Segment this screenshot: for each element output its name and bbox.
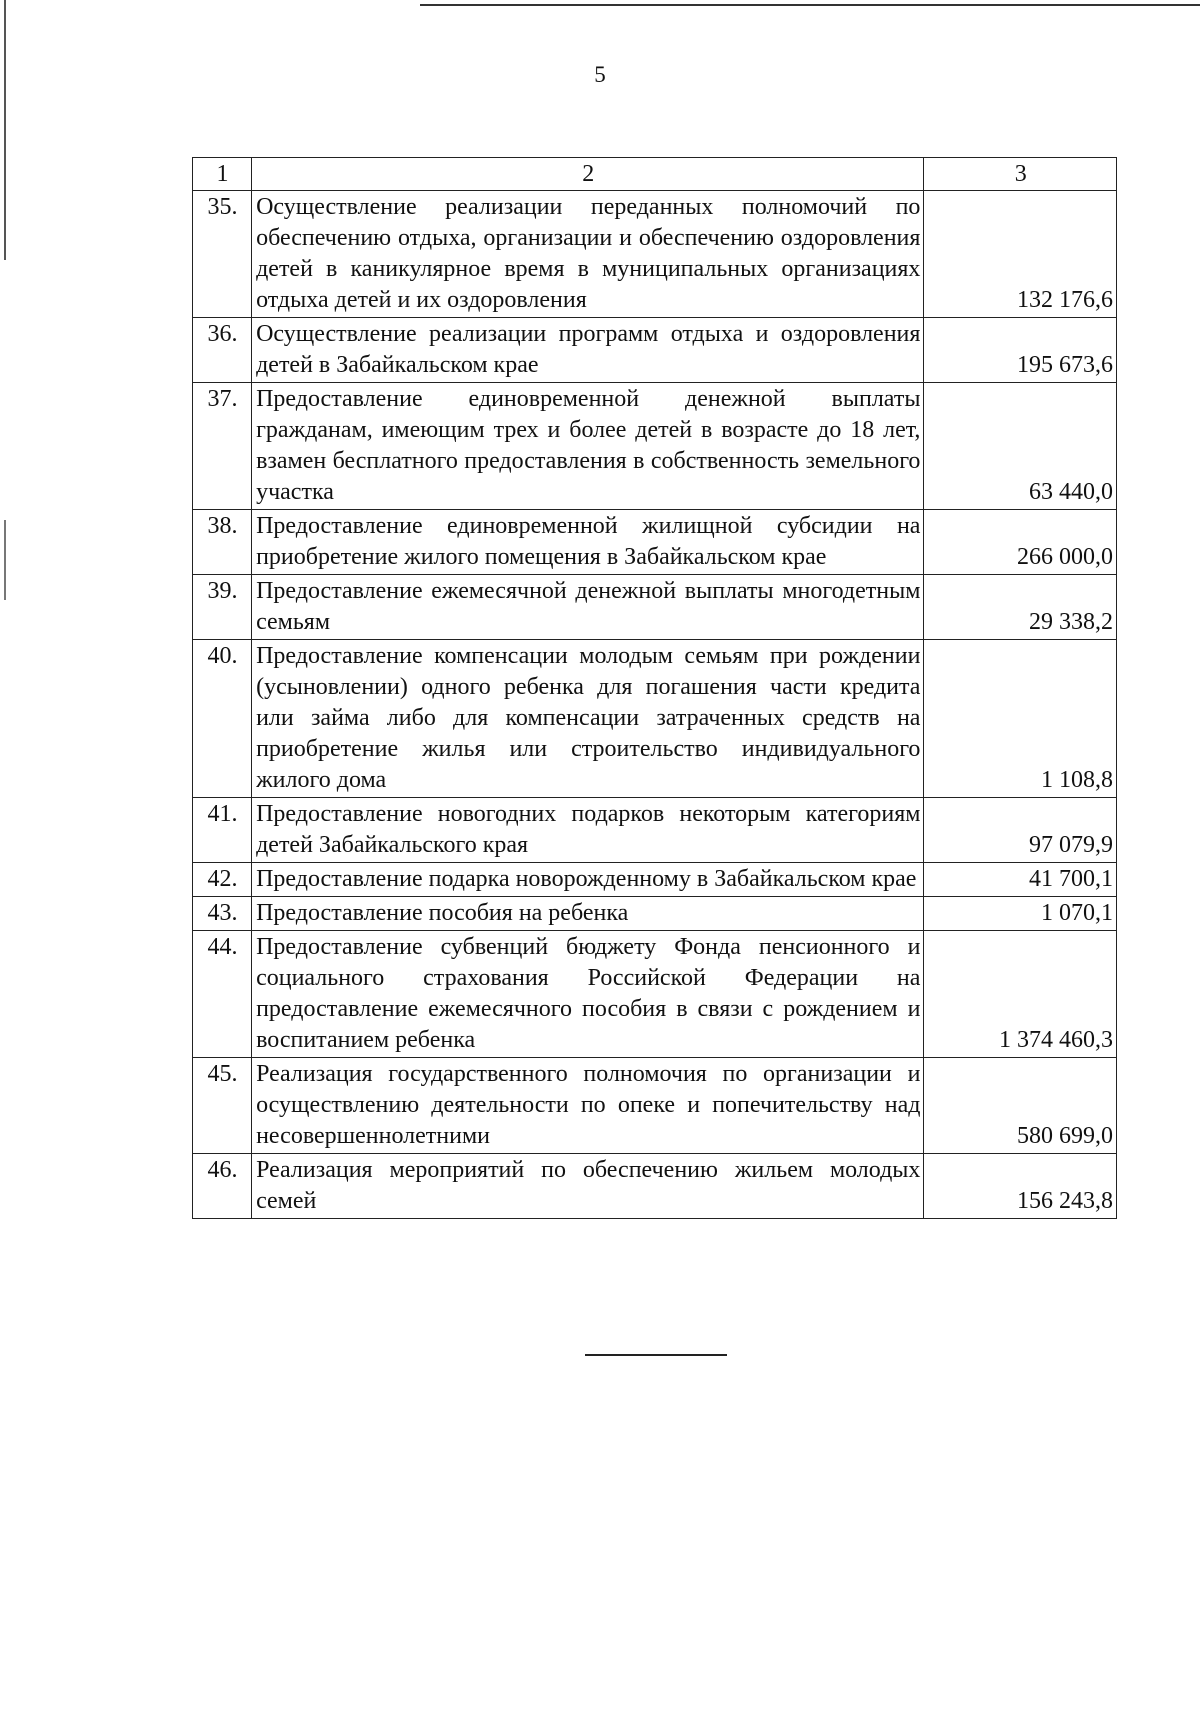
budget-table: [192, 157, 1117, 1219]
row-description: Предоставление единовременной жилищной субсидии на приобретение жилого помещения в Забайкальском крае: [252, 510, 924, 575]
row-number: 40.: [193, 640, 252, 798]
table-row: [193, 191, 1117, 318]
row-value: 63 440,0: [924, 383, 1117, 510]
row-description: Предоставление новогодних подарков некоторым категориям детей Забайкальского края: [252, 798, 924, 863]
row-description: Предоставление компенсации молодым семьям при рождении (усыновлении) одного ребенка для погашения части кредита или займа либо для компенсации затраченных средств на приобретение жилья или строительство индивидуального жилого дома: [252, 640, 924, 798]
row-value: 1 108,8: [924, 640, 1117, 798]
row-value: 97 079,9: [924, 798, 1117, 863]
row-description: Предоставление пособия на ребенка: [252, 897, 924, 931]
row-value: 1 070,1: [924, 897, 1117, 931]
row-description: Реализация государственного полномочия по организации и осуществлению деятельности по опеке и попечительству над несовершеннолетними: [252, 1058, 924, 1154]
row-value: 266 000,0: [924, 510, 1117, 575]
row-number: 38.: [193, 510, 252, 575]
end-of-table-rule: [585, 1354, 727, 1356]
row-value: 1 374 460,3: [924, 931, 1117, 1058]
row-number: 46.: [193, 1154, 252, 1219]
top-scan-rule: [420, 4, 1200, 6]
column-header-description: 2: [252, 158, 924, 191]
table-row: [193, 510, 1117, 575]
column-header-number: 1: [193, 158, 252, 191]
row-description: Предоставление субвенций бюджету Фонда пенсионного и социального страхования Российской Федерации на предоставление ежемесячного пособия в связи с рождением и воспитанием ребенка: [252, 931, 924, 1058]
row-number: 35.: [193, 191, 252, 318]
row-description: Предоставление подарка новорожденному в Забайкальском крае: [252, 863, 924, 897]
page-number: 5: [594, 62, 606, 87]
row-number: 42.: [193, 863, 252, 897]
table-row: [193, 318, 1117, 383]
row-value: 132 176,6: [924, 191, 1117, 318]
table-row: [193, 931, 1117, 1058]
table-row: [193, 383, 1117, 510]
row-number: 43.: [193, 897, 252, 931]
column-header-value: 3: [924, 158, 1117, 191]
table-row: [193, 1058, 1117, 1154]
row-value: 580 699,0: [924, 1058, 1117, 1154]
row-number: 39.: [193, 575, 252, 640]
row-number: 45.: [193, 1058, 252, 1154]
row-description: Осуществление реализации программ отдыха и оздоровления детей в Забайкальском крае: [252, 318, 924, 383]
row-description: Предоставление ежемесячной денежной выплаты многодетным семьям: [252, 575, 924, 640]
row-value: 195 673,6: [924, 318, 1117, 383]
left-scan-edge: [4, 0, 6, 260]
row-number: 37.: [193, 383, 252, 510]
row-description: Осуществление реализации переданных полномочий по обеспечению отдыха, организации и обеспечению оздоровления детей в каникулярное время в муниципальных организациях отдыха детей и их оздоровления: [252, 191, 924, 318]
table-header-row: [193, 158, 1117, 191]
left-scan-edge-lower: [4, 520, 6, 600]
row-value: 156 243,8: [924, 1154, 1117, 1219]
row-description: Предоставление единовременной денежной выплаты гражданам, имеющим трех и более детей в возрасте до 18 лет, взамен бесплатного предоставления в собственность земельного участка: [252, 383, 924, 510]
table-row: [193, 1154, 1117, 1219]
table-row: [193, 863, 1117, 897]
row-number: 41.: [193, 798, 252, 863]
table-row: [193, 798, 1117, 863]
table-row: [193, 640, 1117, 798]
table-row: [193, 897, 1117, 931]
table-row: [193, 575, 1117, 640]
row-number: 36.: [193, 318, 252, 383]
row-description: Реализация мероприятий по обеспечению жильем молодых семей: [252, 1154, 924, 1219]
row-value: 41 700,1: [924, 863, 1117, 897]
row-number: 44.: [193, 931, 252, 1058]
row-value: 29 338,2: [924, 575, 1117, 640]
